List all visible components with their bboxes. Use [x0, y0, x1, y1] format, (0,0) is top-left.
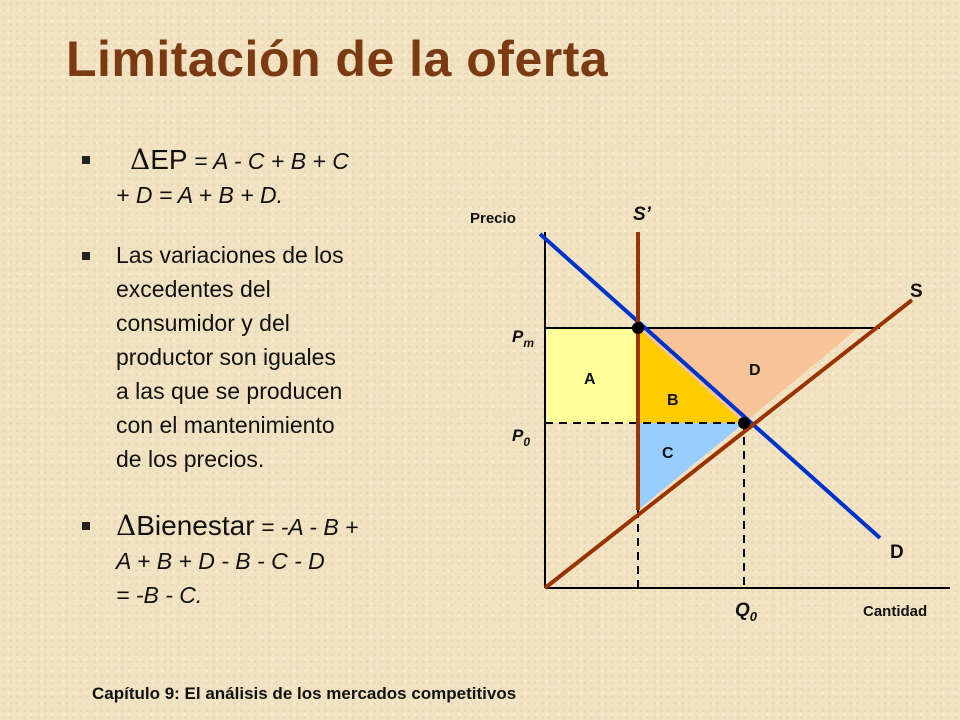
demand-label: D: [890, 542, 904, 563]
area-d-label: D: [749, 362, 761, 379]
explanation-line: consumidor y del: [116, 310, 290, 336]
q0-sub: 0: [749, 609, 758, 624]
chapter-footer: Capítulo 9: El análisis de los mercados competitivos: [92, 684, 517, 703]
ep-equation-part1: = A - C + B + C: [187, 148, 349, 174]
explanation-line: con el mantenimiento: [116, 412, 335, 438]
explanation-line: excedentes del: [116, 276, 271, 302]
delta-symbol: Δ: [116, 509, 137, 542]
welfare-equation-part2: A + B + D - B - C - D: [116, 548, 325, 574]
q0-label: [735, 600, 758, 624]
area-a-label: A: [584, 371, 596, 388]
pm-sub: m: [523, 336, 535, 350]
restricted-equilibrium-point: [632, 322, 644, 334]
ep-term: EP: [150, 144, 188, 175]
p0-sub: 0: [523, 435, 531, 449]
supply-limited-label: S’: [633, 204, 651, 225]
delta-symbol: Δ: [130, 143, 151, 176]
welfare-equation-part1: = -A - B +: [254, 514, 359, 540]
pm-main: P: [512, 327, 524, 346]
explanation-line: productor son iguales: [116, 344, 336, 370]
p0-label: [512, 426, 530, 449]
slide-title: Limitación de la oferta: [66, 31, 609, 87]
y-axis-label: Precio: [470, 210, 516, 227]
area-b-label: B: [667, 392, 679, 409]
x-axis-label: Cantidad: [863, 603, 928, 620]
supply-label: S: [910, 281, 923, 302]
ep-equation-part2: + D = A + B + D.: [116, 182, 284, 208]
explanation-line: de los precios.: [116, 446, 265, 472]
p0-main: P: [512, 426, 524, 445]
welfare-term: Bienestar: [136, 510, 255, 541]
area-c-label: C: [662, 445, 674, 462]
area-c-region: [638, 423, 744, 510]
welfare-equation-part3: = -B - C.: [116, 582, 203, 608]
initial-equilibrium-point: [738, 417, 750, 429]
explanation-line: Las variaciones de los: [116, 242, 344, 268]
pm-label: [512, 327, 534, 350]
explanation-line: a las que se producen: [116, 378, 343, 404]
q0-main: Q: [735, 600, 750, 621]
